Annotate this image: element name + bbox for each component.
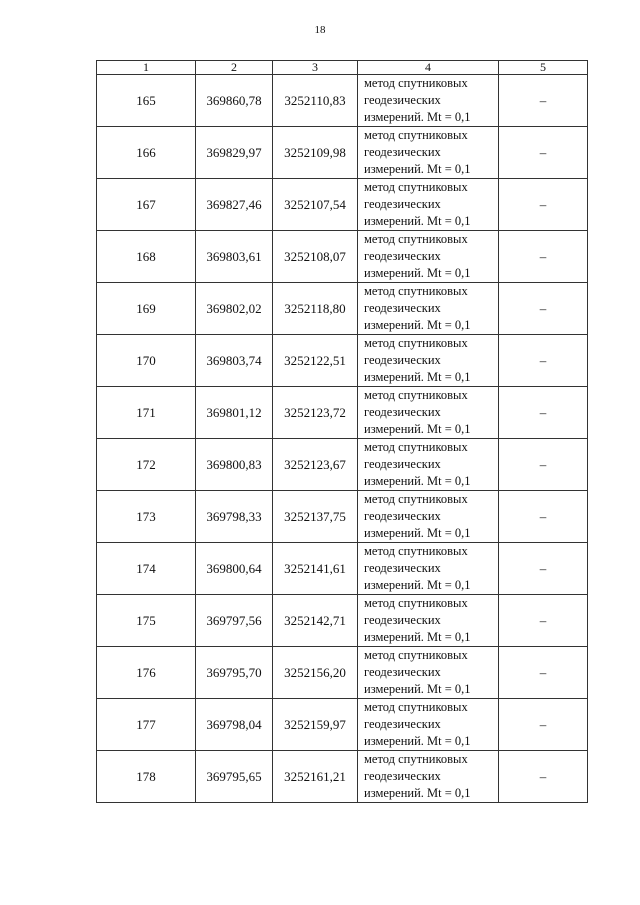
x-coordinate-cell: 369798,04 <box>196 699 273 751</box>
point-number-cell: 176 <box>97 647 196 699</box>
table-row <box>97 127 588 179</box>
x-coordinate-cell: 369795,70 <box>196 647 273 699</box>
y-coordinate-cell: 3252118,80 <box>273 283 358 335</box>
x-coordinate-cell: 369802,02 <box>196 283 273 335</box>
table-row <box>97 647 588 699</box>
point-number-cell: 169 <box>97 283 196 335</box>
note-cell: – <box>499 179 588 231</box>
point-number-cell: 170 <box>97 335 196 387</box>
y-coordinate-cell: 3252137,75 <box>273 491 358 543</box>
table-row <box>97 491 588 543</box>
coordinates-table <box>96 60 588 803</box>
table-header <box>97 61 588 75</box>
x-coordinate-cell: 369797,56 <box>196 595 273 647</box>
table-row <box>97 699 588 751</box>
note-cell: – <box>499 127 588 179</box>
table-row <box>97 75 588 127</box>
table-row <box>97 231 588 283</box>
y-coordinate-cell: 3252159,97 <box>273 699 358 751</box>
note-cell: – <box>499 231 588 283</box>
point-number-cell: 178 <box>97 751 196 803</box>
column-header-1: 1 <box>97 61 196 75</box>
y-coordinate-cell: 3252161,21 <box>273 751 358 803</box>
method-cell: метод спутниковых геодезических измерений. Mt = 0,1 <box>358 751 499 803</box>
x-coordinate-cell: 369800,83 <box>196 439 273 491</box>
y-coordinate-cell: 3252107,54 <box>273 179 358 231</box>
y-coordinate-cell: 3252109,98 <box>273 127 358 179</box>
y-coordinate-cell: 3252141,61 <box>273 543 358 595</box>
x-coordinate-cell: 369801,12 <box>196 387 273 439</box>
note-cell: – <box>499 491 588 543</box>
method-cell: метод спутниковых геодезических измерений. Mt = 0,1 <box>358 439 499 491</box>
y-coordinate-cell: 3252108,07 <box>273 231 358 283</box>
table-row <box>97 283 588 335</box>
point-number-cell: 168 <box>97 231 196 283</box>
y-coordinate-cell: 3252123,67 <box>273 439 358 491</box>
method-cell: метод спутниковых геодезических измерений. Mt = 0,1 <box>358 179 499 231</box>
method-cell: метод спутниковых геодезических измерений. Mt = 0,1 <box>358 595 499 647</box>
note-cell: – <box>499 439 588 491</box>
y-coordinate-cell: 3252110,83 <box>273 75 358 127</box>
point-number-cell: 174 <box>97 543 196 595</box>
method-cell: метод спутниковых геодезических измерений. Mt = 0,1 <box>358 335 499 387</box>
y-coordinate-cell: 3252142,71 <box>273 595 358 647</box>
x-coordinate-cell: 369798,33 <box>196 491 273 543</box>
page-number: 18 <box>314 24 326 36</box>
table-body <box>97 75 588 803</box>
column-header-5: 5 <box>499 61 588 75</box>
note-cell: – <box>499 647 588 699</box>
method-cell: метод спутниковых геодезических измерений. Mt = 0,1 <box>358 699 499 751</box>
method-cell: метод спутниковых геодезических измерений. Mt = 0,1 <box>358 127 499 179</box>
column-header-2: 2 <box>196 61 273 75</box>
y-coordinate-cell: 3252122,51 <box>273 335 358 387</box>
method-cell: метод спутниковых геодезических измерений. Mt = 0,1 <box>358 491 499 543</box>
table-row <box>97 751 588 803</box>
table-row <box>97 595 588 647</box>
note-cell: – <box>499 75 588 127</box>
x-coordinate-cell: 369829,97 <box>196 127 273 179</box>
table-row <box>97 179 588 231</box>
column-header-4: 4 <box>358 61 499 75</box>
point-number-cell: 177 <box>97 699 196 751</box>
note-cell: – <box>499 335 588 387</box>
table-row <box>97 439 588 491</box>
method-cell: метод спутниковых геодезических измерений. Mt = 0,1 <box>358 543 499 595</box>
point-number-cell: 175 <box>97 595 196 647</box>
point-number-cell: 172 <box>97 439 196 491</box>
column-header-3: 3 <box>273 61 358 75</box>
note-cell: – <box>499 595 588 647</box>
note-cell: – <box>499 699 588 751</box>
x-coordinate-cell: 369827,46 <box>196 179 273 231</box>
method-cell: метод спутниковых геодезических измерений. Mt = 0,1 <box>358 75 499 127</box>
method-cell: метод спутниковых геодезических измерений. Mt = 0,1 <box>358 647 499 699</box>
method-cell: метод спутниковых геодезических измерений. Mt = 0,1 <box>358 231 499 283</box>
x-coordinate-cell: 369795,65 <box>196 751 273 803</box>
y-coordinate-cell: 3252156,20 <box>273 647 358 699</box>
table-row <box>97 387 588 439</box>
note-cell: – <box>499 283 588 335</box>
method-cell: метод спутниковых геодезических измерений. Mt = 0,1 <box>358 283 499 335</box>
x-coordinate-cell: 369803,61 <box>196 231 273 283</box>
point-number-cell: 173 <box>97 491 196 543</box>
point-number-cell: 165 <box>97 75 196 127</box>
x-coordinate-cell: 369860,78 <box>196 75 273 127</box>
point-number-cell: 171 <box>97 387 196 439</box>
table-row <box>97 335 588 387</box>
point-number-cell: 166 <box>97 127 196 179</box>
note-cell: – <box>499 543 588 595</box>
method-cell: метод спутниковых геодезических измерений. Mt = 0,1 <box>358 387 499 439</box>
point-number-cell: 167 <box>97 179 196 231</box>
note-cell: – <box>499 751 588 803</box>
y-coordinate-cell: 3252123,72 <box>273 387 358 439</box>
note-cell: – <box>499 387 588 439</box>
x-coordinate-cell: 369800,64 <box>196 543 273 595</box>
x-coordinate-cell: 369803,74 <box>196 335 273 387</box>
header-row <box>97 61 588 75</box>
table-row <box>97 543 588 595</box>
